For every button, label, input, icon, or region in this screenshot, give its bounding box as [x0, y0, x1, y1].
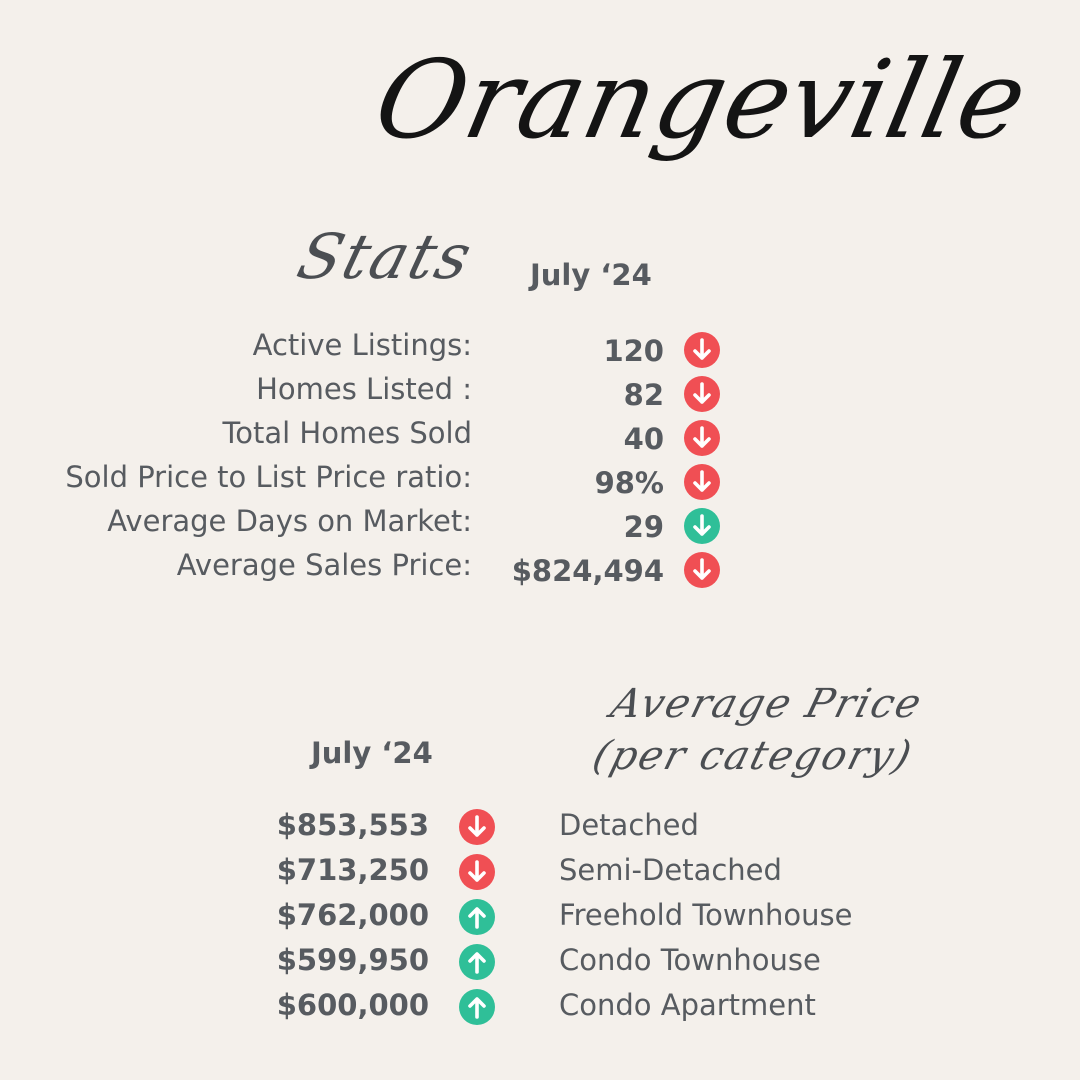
category-price: $762,000	[276, 898, 429, 932]
stat-row-sold-to-list-ratio	[0, 460, 1080, 504]
category-period: July ‘24	[311, 736, 433, 770]
category-price: $713,250	[276, 853, 429, 887]
arrow-down-icon	[684, 332, 720, 368]
arrow-up-icon	[459, 989, 495, 1025]
stat-value: 40	[623, 422, 664, 456]
stat-row-active-listings	[0, 328, 1080, 372]
stats-heading: Stats	[290, 220, 481, 293]
arrow-down-icon	[684, 376, 720, 412]
stat-value: 120	[603, 334, 664, 368]
arrow-down-icon	[684, 464, 720, 500]
arrow-down-icon	[684, 420, 720, 456]
category-name: Semi-Detached	[559, 853, 782, 887]
stat-value: 98%	[594, 466, 664, 500]
stat-label: Homes Listed :	[256, 372, 472, 406]
stat-label: Sold Price to List Price ratio:	[65, 460, 472, 494]
category-row-freehold-townhouse	[0, 898, 1080, 942]
average-price-heading	[576, 678, 944, 782]
category-name: Condo Townhouse	[559, 943, 821, 977]
stat-row-average-days-on-market	[0, 504, 1080, 548]
stat-label: Active Listings:	[252, 328, 472, 362]
category-row-condo-apartment	[0, 988, 1080, 1032]
average-price-heading-line2: (per category)	[587, 733, 919, 779]
category-name: Detached	[559, 808, 699, 842]
arrow-up-icon	[459, 899, 495, 935]
stat-row-homes-listed	[0, 372, 1080, 416]
arrow-down-icon	[684, 508, 720, 544]
stat-label: Average Days on Market:	[107, 504, 472, 538]
arrow-down-icon	[459, 809, 495, 845]
stat-label: Total Homes Sold	[222, 416, 472, 450]
category-name: Condo Apartment	[559, 988, 816, 1022]
category-price: $853,553	[276, 808, 429, 842]
category-price: $600,000	[276, 988, 429, 1022]
category-row-condo-townhouse	[0, 943, 1080, 987]
category-name: Freehold Townhouse	[559, 898, 853, 932]
stat-label: Average Sales Price:	[176, 548, 472, 582]
category-row-semi-detached	[0, 853, 1080, 897]
average-price-heading-line1: Average Price	[606, 681, 928, 727]
arrow-down-icon	[684, 552, 720, 588]
stat-value: 82	[623, 378, 664, 412]
stat-value: $824,494	[511, 554, 664, 588]
stats-period: July ‘24	[530, 258, 652, 292]
stat-value: 29	[623, 510, 664, 544]
arrow-down-icon	[459, 854, 495, 890]
stat-row-average-sales-price	[0, 548, 1080, 592]
arrow-up-icon	[459, 944, 495, 980]
city-title: Orangeville	[364, 38, 1039, 163]
stat-row-total-homes-sold	[0, 416, 1080, 460]
category-price: $599,950	[276, 943, 429, 977]
category-row-detached	[0, 808, 1080, 852]
